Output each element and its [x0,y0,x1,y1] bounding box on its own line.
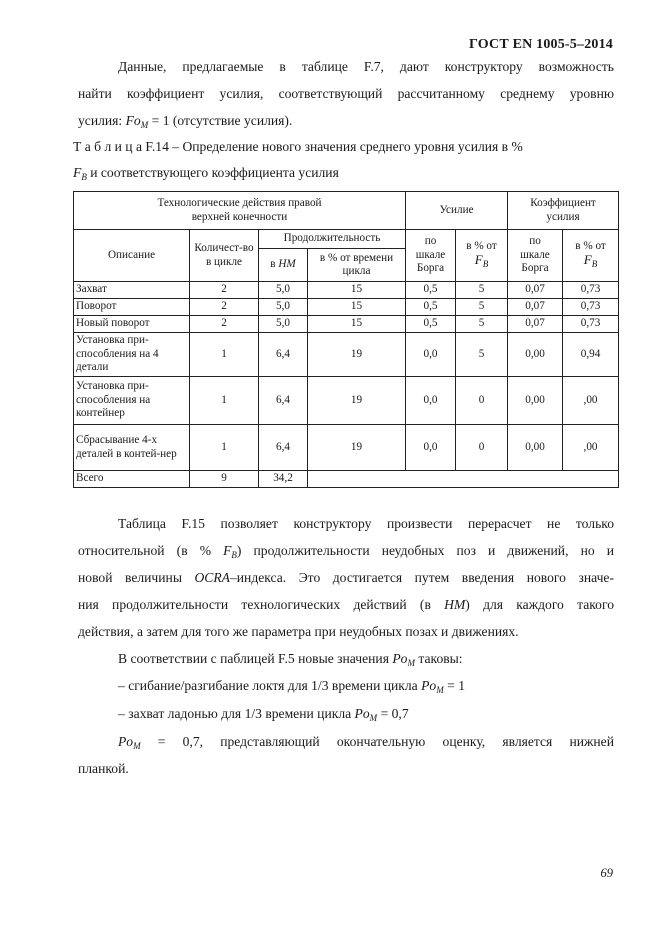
header-tech-actions: Технологические действия правой верхней конечности [74,192,406,230]
table-row [74,316,619,333]
cell-pct: 15 [308,299,406,316]
table-caption-line-2 [73,164,609,186]
cell-cborg: 0,07 [508,282,563,299]
force-variable: $Fo_M$ [125,113,149,130]
total-empty [308,471,619,488]
cell-desc: Новый поворот [74,316,190,333]
table-row [74,299,619,316]
force-coefficient-table [73,191,619,488]
cell-desc: Сбрасывание 4-х деталей в контей-нер [74,425,190,471]
paragraph-intro-line-3 [78,112,614,134]
header-duration-nm: в НМ [259,249,308,282]
cell-desc: Поворот [74,299,190,316]
cell-nm: 6,4 [259,377,308,425]
cell-cborg: 0,00 [508,377,563,425]
total-label: Всего [74,471,190,488]
paragraph-f15-line-5: действия, а затем для того же параметра при неудобных позах и движениях. [78,624,519,639]
paragraph-intro-line-2: найти коэффициент усилия, соответствующий рассчитанному среднему уровню [78,86,614,101]
header-description: Описание [74,230,190,282]
header-coefficient: Коэффициент усилия [508,192,619,230]
cell-fpct: 5 [456,333,508,377]
cell-cborg: 0,07 [508,299,563,316]
total-nm: 34,2 [259,471,308,488]
header-force: Усилие [406,192,508,230]
cell-count: 2 [190,299,259,316]
cell-nm: 5,0 [259,299,308,316]
table-row [74,282,619,299]
cell-cpct: 0,73 [563,299,619,316]
table-row [74,425,619,471]
cell-borg: 0,5 [406,282,456,299]
table-row [74,377,619,425]
bullet-grip: – захват ладонью для 1/3 времени цикла $Po_M = 0,7$ [118,706,409,723]
caption-text: и соответствующего коэффициента усилия [90,165,339,180]
cell-fpct: 0 [456,377,508,425]
table-caption-line-1: Т а б л и ц а F.14 – Определение нового значения среднего уровня усилия в % [73,139,523,154]
cell-count: 1 [190,377,259,425]
cell-cpct: 0,73 [563,316,619,333]
document-header: ГОСТ EN 1005-5–2014 [469,37,613,52]
cell-cpct: 0,94 [563,333,619,377]
paragraph-f5: В соответствии с паблицей F.5 новые значения $Po_M$ таковы: [118,651,463,668]
cell-pct: 19 [308,377,406,425]
cell-desc: Установка при-способления на 4 детали [74,333,190,377]
cell-nm: 5,0 [259,282,308,299]
header-duration: Продолжительность [259,230,406,249]
cell-count: 2 [190,282,259,299]
cell-cpct: ,00 [563,425,619,471]
intro-text-end: = 1 (отсутствие усилия). [151,113,293,128]
paragraph-f15-line-3: новой величины OCRA–индекса. Это достигается путем введения нового значе- [78,570,614,585]
cell-count: 1 [190,333,259,377]
cell-count: 2 [190,316,259,333]
cell-cborg: 0,00 [508,333,563,377]
paragraph-conclusion-line-2: планкой. [78,761,129,776]
cell-desc: Захват [74,282,190,299]
cell-fpct: 5 [456,299,508,316]
cell-pct: 19 [308,425,406,471]
header-coef-borg: по шкале Борга [508,230,563,282]
cell-fpct: 5 [456,316,508,333]
table-row [74,333,619,377]
cell-borg: 0,5 [406,299,456,316]
cell-fpct: 0 [456,425,508,471]
cell-pct: 15 [308,282,406,299]
page-number: 69 [600,866,613,880]
paragraph-intro-line-1: Данные, предлагаемые в таблице F.7, дают конструктору возможность [118,59,614,74]
cell-pct: 15 [308,316,406,333]
cell-borg: 0,0 [406,333,456,377]
cell-count: 1 [190,425,259,471]
paragraph-f15-line-4: ния продолжительности технологических действий (в НМ) для каждого такого [78,597,614,612]
paragraph-f15-line-1: Таблица F.15 позволяет конструктору произвести перерасчет не только [118,516,614,531]
cell-borg: 0,5 [406,316,456,333]
cell-borg: 0,0 [406,377,456,425]
cell-nm: 6,4 [259,333,308,377]
cell-cborg: 0,00 [508,425,563,471]
cell-cpct: 0,73 [563,282,619,299]
header-force-pct-fb: в % от $F_B$ [456,230,508,282]
cell-cpct: ,00 [563,377,619,425]
header-count: Количест-во в цикле [190,230,259,282]
fb-variable: $F_B$ [73,165,87,182]
intro-text: усилия: [78,113,123,128]
total-count: 9 [190,471,259,488]
cell-nm: 6,4 [259,425,308,471]
header-force-borg: по шкале Борга [406,230,456,282]
cell-pct: 19 [308,333,406,377]
cell-desc: Установка при-способления на контейнер [74,377,190,425]
cell-fpct: 5 [456,282,508,299]
paragraph-f15-line-2: относительной (в % $F_B$) продолжительности неудобных поз и движений, но и [78,543,614,560]
cell-cborg: 0,07 [508,316,563,333]
header-duration-pct-time: в % от времени цикла [308,249,406,282]
paragraph-conclusion-line-1: $Po_M = 0,7$, представляющий окончательную оценку, является нижней [118,734,614,751]
cell-borg: 0,0 [406,425,456,471]
bullet-elbow: – сгибание/разгибание локтя для 1/3 времени цикла $Po_M = 1$ [118,678,466,695]
header-coef-pct-fb: в % от $F_B$ [563,230,619,282]
cell-nm: 5,0 [259,316,308,333]
